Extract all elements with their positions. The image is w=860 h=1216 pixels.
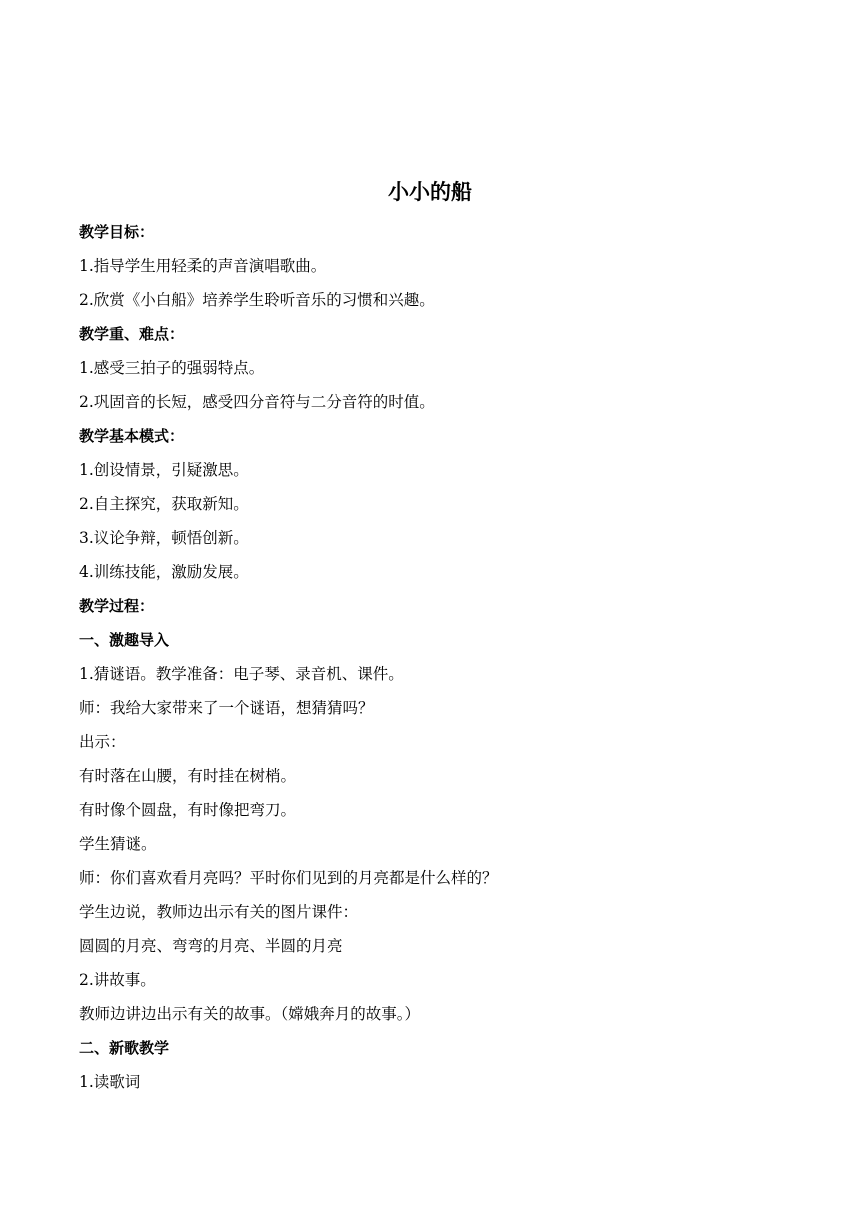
section-heading: 教学重、难点：	[79, 325, 185, 343]
paragraph-line: 学生猜谜。	[79, 835, 157, 853]
section-heading: 二、新歌教学	[79, 1039, 170, 1057]
paragraph-line: 1.读歌词	[79, 1073, 141, 1091]
paragraph-line: 学生边说，教师边出示有关的图片课件：	[79, 903, 359, 921]
paragraph-line: 圆圆的月亮、弯弯的月亮、半圆的月亮	[79, 937, 343, 955]
paragraph-line: 1.指导学生用轻柔的声音演唱歌曲。	[79, 257, 327, 275]
paragraph-line: 2.欣赏《小白船》培养学生聆听音乐的习惯和兴趣。	[79, 291, 435, 309]
paragraph-line: 1.创设情景，引疑激思。	[79, 461, 249, 479]
paragraph-line: 3.议论争辩，顿悟创新。	[79, 529, 249, 547]
paragraph-line: 4.训练技能，激励发展。	[79, 563, 249, 581]
document-body	[79, 217, 779, 1101]
section-heading: 教学过程：	[79, 597, 155, 615]
section-heading: 教学基本模式：	[79, 427, 185, 445]
paragraph-line: 2.巩固音的长短，感受四分音符与二分音符的时值。	[79, 393, 435, 411]
document-title: 小小的船	[388, 180, 472, 204]
paragraph-line: 有时像个圆盘，有时像把弯刀。	[79, 801, 297, 819]
paragraph-line: 1.猜谜语。教学准备：电子琴、录音机、课件。	[79, 665, 404, 683]
paragraph-line: 2.自主探究，获取新知。	[79, 495, 249, 513]
paragraph-line: 出示：	[79, 733, 126, 751]
section-heading: 教学目标：	[79, 223, 155, 241]
paragraph-line: 有时落在山腰，有时挂在树梢。	[79, 767, 297, 785]
paragraph-line: 1.感受三拍子的强弱特点。	[79, 359, 265, 377]
paragraph-line: 师：我给大家带来了一个谜语，想猜猜吗？	[79, 699, 374, 717]
paragraph-line: 教师边讲边出示有关的故事。（嫦娥奔月的故事。）	[79, 1005, 421, 1023]
paragraph-line: 2.讲故事。	[79, 971, 156, 989]
section-heading: 一、激趣导入	[79, 631, 170, 649]
paragraph-line: 师：你们喜欢看月亮吗？平时你们见到的月亮都是什么样的？	[79, 869, 498, 887]
